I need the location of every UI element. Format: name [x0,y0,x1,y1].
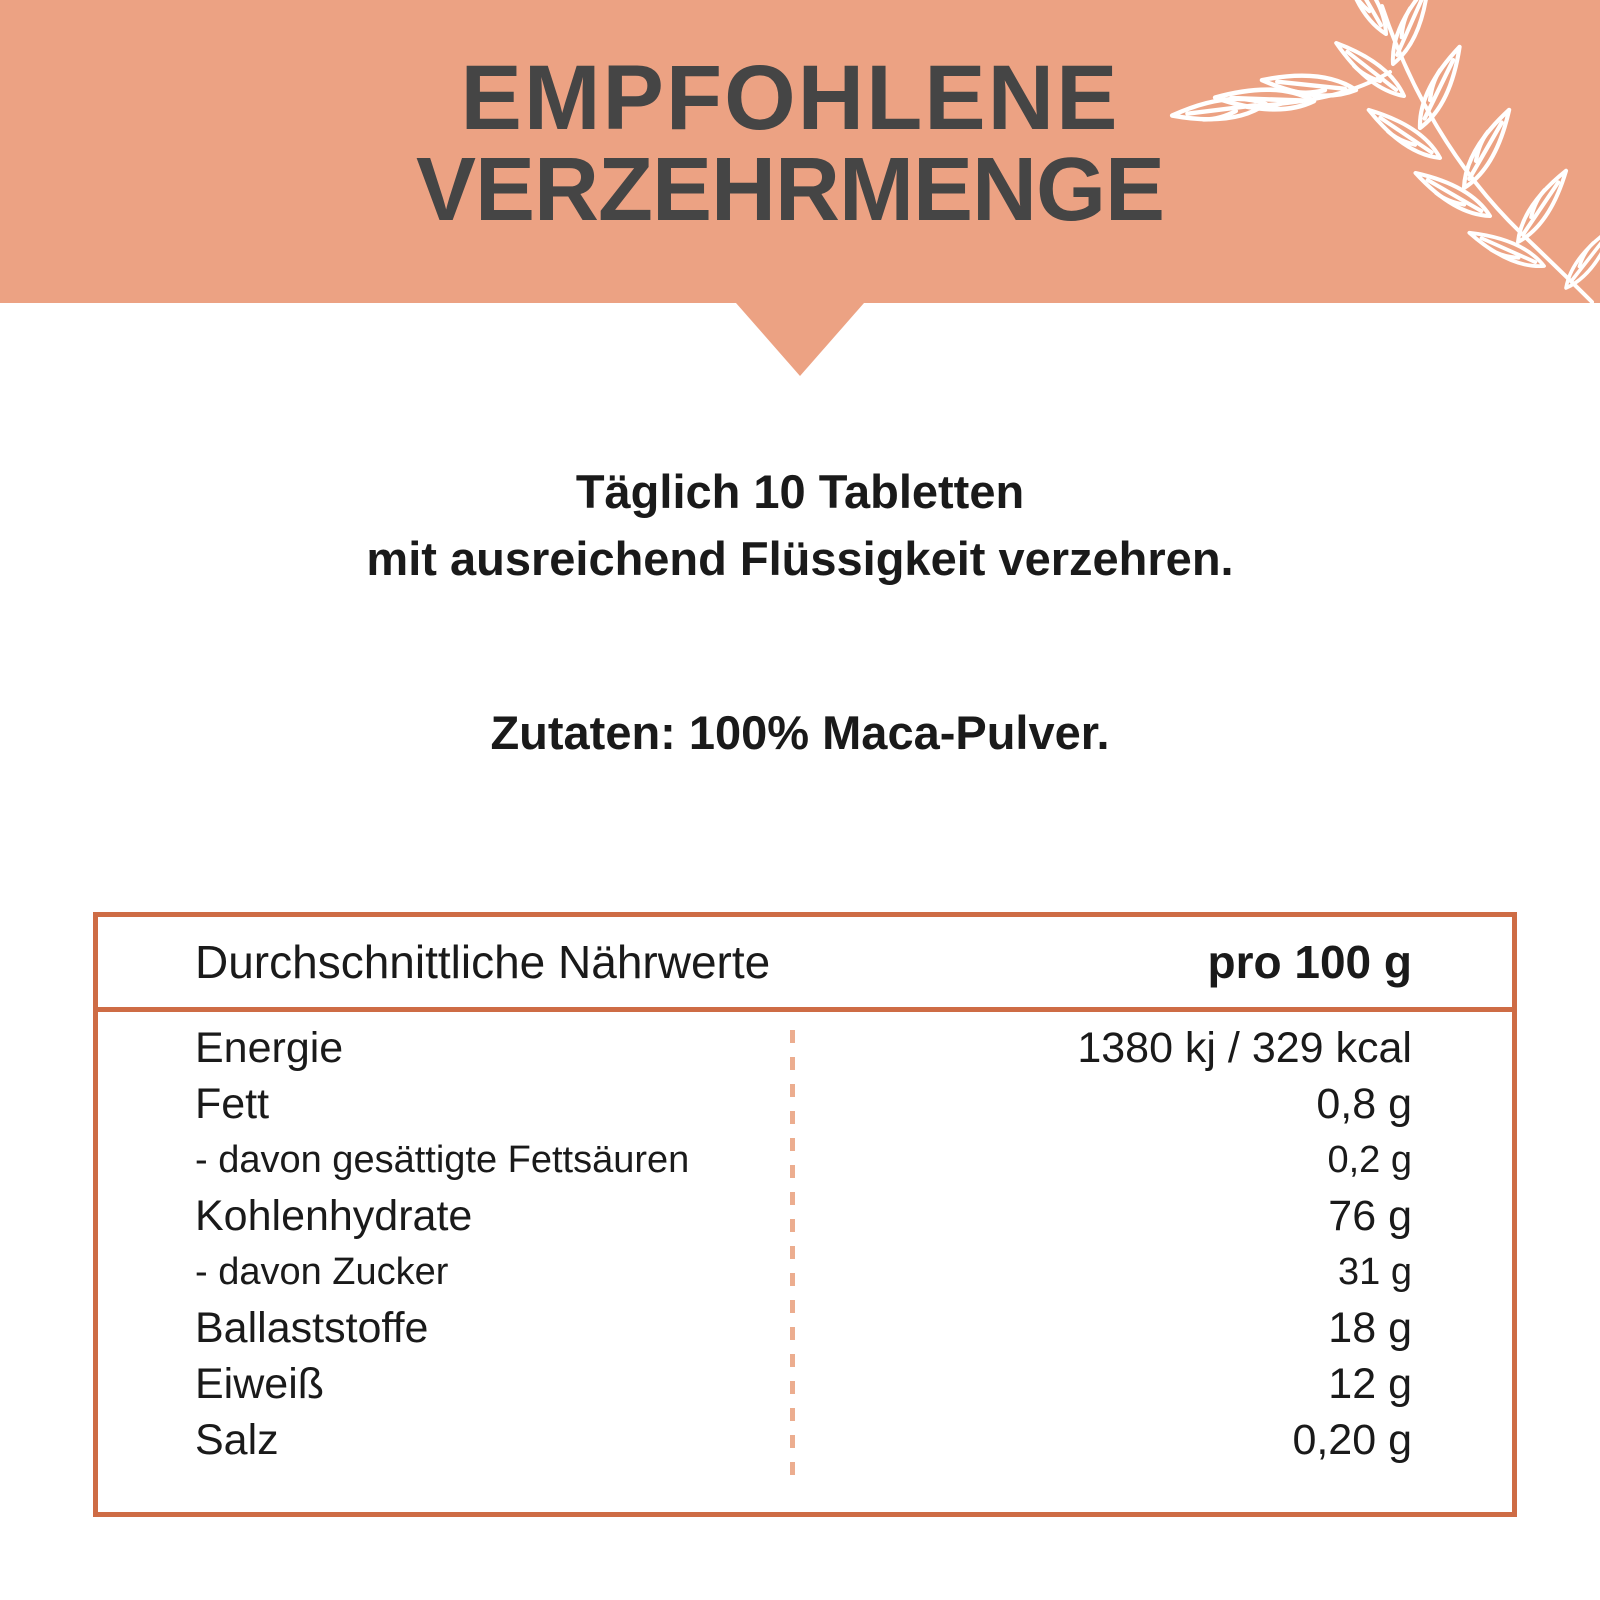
nutrient-label: - davon gesättigte Fettsäuren [195,1138,690,1181]
nutrition-table-body [98,1012,1512,1468]
nutrition-row [195,1300,1412,1356]
nutrition-row [195,1188,1412,1244]
banner-pointer-triangle [736,303,864,376]
nutrition-row [195,1076,1412,1132]
page-title-line2: VERZEHRMENGE [415,140,1165,240]
nutrient-value: 31 g [1338,1250,1412,1293]
page-title-line1: EMPFOHLENE [460,47,1120,149]
nutrient-label: Eiweiß [195,1359,325,1408]
dosage-line1: Täglich 10 Tabletten [575,465,1025,518]
nutrition-row [195,1020,1412,1076]
nutrition-table [93,912,1517,1517]
nutrient-value: 12 g [1328,1359,1412,1408]
ingredients-text: Zutaten: 100% Maca-Pulver. [490,706,1110,759]
dosage-instructions [0,458,1600,592]
nutrition-header-unit: pro 100 g [1207,936,1412,988]
nutrient-value: 0,2 g [1327,1138,1412,1181]
nutrient-label: Kohlenhydrate [195,1191,473,1240]
nutrition-row [195,1356,1412,1412]
nutrition-table-header [98,917,1512,1012]
nutrition-row [195,1244,1412,1300]
dosage-line2: mit ausreichend Flüssigkeit verzehren. [366,532,1234,585]
nutrient-value: 76 g [1328,1191,1412,1240]
nutrition-row [195,1412,1412,1468]
leaf-branch-icon [1150,0,1600,310]
nutrition-row [195,1132,1412,1188]
nutrient-value: 1380 kj / 329 kcal [1077,1023,1412,1072]
nutrient-label: Fett [195,1079,270,1128]
nutrient-value: 0,20 g [1292,1415,1412,1464]
nutrient-value: 0,8 g [1316,1079,1412,1128]
nutrient-label: Energie [195,1023,344,1072]
nutrition-header-label: Durchschnittliche Nährwerte [195,936,771,988]
nutrient-label: Salz [195,1415,279,1464]
nutrient-value: 18 g [1328,1303,1412,1352]
nutrient-label: Ballaststoffe [195,1303,429,1352]
nutrient-label: - davon Zucker [195,1250,449,1293]
header-banner [0,0,1600,303]
dashed-column-divider [790,1030,795,1476]
